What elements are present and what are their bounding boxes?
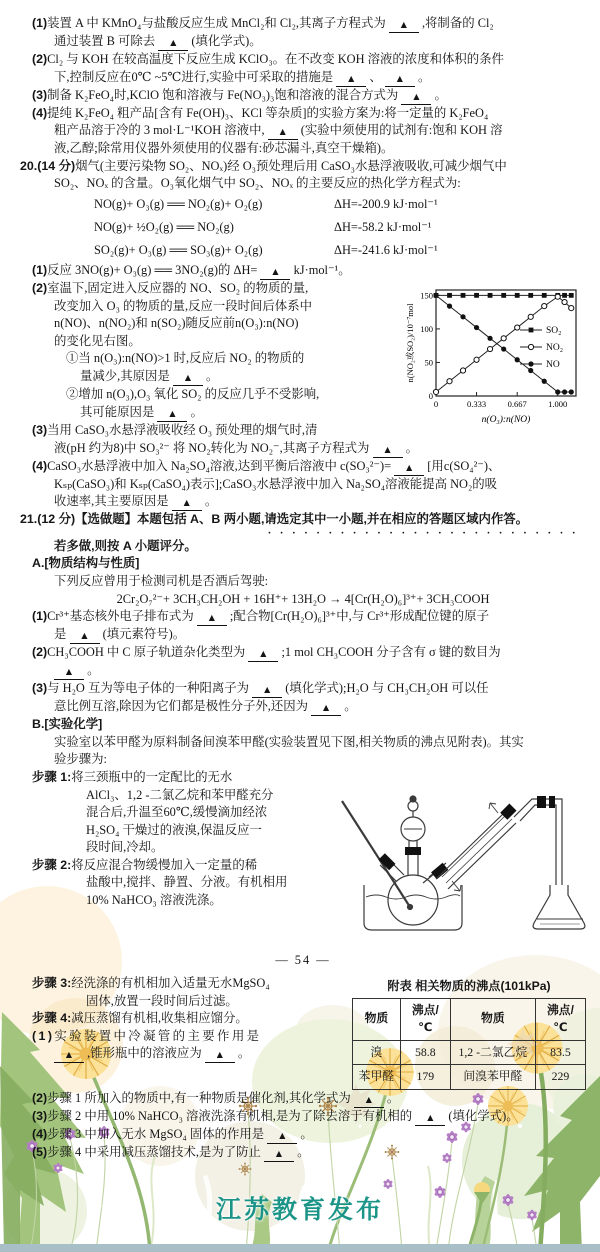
answer-blank: ▲ xyxy=(248,649,278,662)
text-line: 步骤 3:经洗涤的有机相加入适量无水MgSO₄ xyxy=(32,976,270,991)
item-number: (5) xyxy=(32,1145,48,1160)
text-line: 粗产品溶于冷的 3 mol·L⁻¹KOH 溶液中, ▲ (实验中须使用的试剂有:饱和 KOH 溶 xyxy=(54,123,503,139)
table-header: 物质 xyxy=(450,998,535,1040)
answer-blank: ▲ xyxy=(260,267,290,280)
text-line: (2)步骤 1 所加入的物质中,有一种物质是催化剂,其化学式为 ▲ 。 xyxy=(32,1091,400,1107)
answer-blank: ▲ xyxy=(54,1050,84,1063)
question20-item1 xyxy=(20,262,586,280)
emphasis-dots: ·························· xyxy=(267,526,584,539)
text-line: (3)步骤 2 中用 10% NaHCO₃ 溶液洗涤有机相,是为了除去溶于有机相的 ▲ (填化学式)。 xyxy=(32,1109,519,1125)
answer-blank: ▲ xyxy=(268,127,298,140)
text-line: 固体,放置一段时间后过滤。 xyxy=(86,993,238,1008)
svg-text:0: 0 xyxy=(428,390,433,401)
item-number: (1) xyxy=(32,16,48,30)
item-number: (3) xyxy=(32,1109,48,1124)
svg-text:50: 50 xyxy=(424,357,433,368)
text-line: 量减少,其原因是 ▲ 。 xyxy=(80,368,219,384)
equation: NO(g)+ O₃(g) ══ NO₂(g)+ O₂(g) xyxy=(94,196,263,211)
answer-blank: ▲ xyxy=(267,1131,297,1144)
publisher-watermark: 江苏教育发布 xyxy=(215,1196,385,1224)
answer-blank: ▲ xyxy=(354,1095,384,1108)
answer-blank: ▲ xyxy=(394,463,424,476)
table-cell: 229 xyxy=(535,1065,585,1090)
text-line: (3)当用 CaSO₃水悬浮液吸收经 O₃ 预处理的烟气时,清 xyxy=(32,422,318,437)
text-line: 是 ▲ (填元素符号)。 xyxy=(54,627,186,643)
answer-blank: ▲ xyxy=(54,667,84,680)
text-line: 改变加入 O₃ 的物质的量,反应一段时间后体系中 xyxy=(54,298,312,313)
text-line: (1)实验装置中冷凝管的主要作用是 xyxy=(32,1028,262,1043)
equation: SO₂(g)+ O₃(g) ══ SO₃(g)+ O₂(g) xyxy=(94,242,263,257)
svg-text:SO₂: SO₂ xyxy=(546,326,562,337)
sectionB-steps-text xyxy=(20,769,336,910)
table-row xyxy=(353,1040,586,1065)
item-number: 步骤 4: xyxy=(32,1011,72,1026)
svg-text:0.333: 0.333 xyxy=(466,398,487,409)
text-line: H₂SO₄ 干燥过的液溴,保温反应一 xyxy=(86,822,262,837)
enthalpy-value: ΔH=-241.6 kJ·mol⁻¹ xyxy=(334,242,438,257)
text-line: 盐酸中,搅拌、静置、分液。有机相用 xyxy=(86,875,288,890)
text-line: (4)提纯 K₂FeO₄ 粗产品[含有 Fe(OH)₃、KCl 等杂质]的实验方案为:将一定量的 K₂FeO₄ xyxy=(32,105,489,120)
page-number: — 54 — xyxy=(275,952,331,967)
table-cell: 1,2 -二氯乙烷 xyxy=(450,1040,535,1065)
svg-text:NO₂: NO₂ xyxy=(546,343,564,354)
appendix-table-wrap xyxy=(352,975,586,1090)
item-number: (3) xyxy=(32,681,48,696)
answer-blank: ▲ xyxy=(172,498,202,511)
reaction-chart xyxy=(404,280,586,440)
item-number: 步骤 3: xyxy=(32,976,72,991)
answer-blank: ▲ xyxy=(336,74,366,87)
text-line: A.[物质结构与性质] xyxy=(32,556,140,571)
question20-stem xyxy=(20,158,586,193)
apparatus-wrap xyxy=(336,769,586,947)
item-number: (2) xyxy=(32,645,48,660)
text-line: 步骤 1:将三颈瓶中的一定配比的无水 xyxy=(32,769,233,784)
answer-blank: ▲ xyxy=(264,1149,294,1162)
answer-blank: ▲ xyxy=(401,92,431,105)
text-line: 下,控制反应在0℃ ~5℃进行,实验中可采取的措施是 ▲ 、 ▲ 。 xyxy=(54,69,431,85)
item-number: (1) xyxy=(32,262,48,277)
svg-text:0: 0 xyxy=(433,398,439,409)
thermochemical-equations xyxy=(20,193,586,262)
enthalpy-value: ΔH=-200.9 kJ·mol⁻¹ xyxy=(334,196,438,211)
text-line: (2)CH₃COOH 中 C 原子轨道杂化类型为 ▲ ;1 mol CH₃COOH 分子含有 σ 键的数目为 xyxy=(32,645,501,661)
table-header: 沸点/℃ xyxy=(400,998,450,1040)
item-number: (1) xyxy=(32,1028,55,1043)
question19-items xyxy=(20,15,586,158)
text-line: AlCl₃、1,2 -二氯乙烷和苯甲醛充分 xyxy=(86,787,274,802)
svg-text:1.000: 1.000 xyxy=(548,398,568,409)
item-number: 步骤 2: xyxy=(32,857,72,872)
text-line: B.[实验化学] xyxy=(32,717,103,732)
text-line: 通过装置 B 可除去 ▲ (填化学式)。 xyxy=(54,34,262,49)
item-number: (2) xyxy=(32,280,48,295)
text-line: 段时间,冷却。 xyxy=(86,840,164,855)
table-row xyxy=(353,1065,586,1090)
text-line: (1)Cr³⁺基态核外电子排布式为 ▲ ;配合物[Cr(H₂O)₆]³⁺中,与 Cr³⁺形成配位键的原子 xyxy=(32,609,489,625)
table-cell: 溴 xyxy=(353,1040,401,1065)
answer-blank: ▲ xyxy=(157,409,187,422)
text-line: 的变化见右图。 xyxy=(54,333,141,348)
svg-text:100: 100 xyxy=(420,323,433,334)
answer-blank: ▲ xyxy=(385,74,415,87)
item-number: 步骤 1: xyxy=(32,769,72,784)
text-line: 2Cr₂O₇²⁻+ 3CH₃CH₂OH + 16H⁺+ 13H₂O → 4[Cr(H₂O)₆]³⁺+ 3CH₃COOH xyxy=(116,591,490,606)
item-number: (4) xyxy=(32,1127,48,1142)
text-line: ②增加 n(O₃),O₃ 氧化 SO₂ 的反应几乎不受影响, xyxy=(66,386,320,401)
svg-text:0.667: 0.667 xyxy=(507,398,527,409)
text-line: 20.(14 分)烟气(主要污染物 SO₂、NOₓ)经 O₃预处理后用 CaSO₃水悬浮液吸收,可减少烟气中 xyxy=(20,158,507,173)
text-line: (5)步骤 4 中采用减压蒸馏技术,是为了防止 ▲ 。 xyxy=(32,1145,310,1161)
boiling-point-table xyxy=(352,998,586,1090)
answer-blank: ▲ xyxy=(70,631,100,644)
text-line: 10% NaHCO₃ 溶液洗涤。 xyxy=(86,893,222,908)
table-cell: 179 xyxy=(400,1065,450,1090)
text-line: (4)CaSO₃水悬浮液中加入 Na₂SO₄溶液,达到平衡后溶液中 c(SO₃²⁻)= ▲ [用c(SO₄²⁻)、 xyxy=(32,458,501,474)
equation-row xyxy=(20,239,586,262)
text-line: Kₛₚ(CaSO₃)和 Kₛₚ(CaSO₄)表示];CaSO₃水悬浮液中加入 Na₂SO₄溶液能提高 NO₂的吸 xyxy=(54,476,498,491)
sectionB-steps34-row xyxy=(20,975,586,1090)
answer-blank: ▲ xyxy=(173,373,203,386)
text-line: 收速率,其主要原因是 ▲ 。 xyxy=(54,494,218,510)
text-line: ①当 n(O₃):n(NO)>1 时,反应后 NO₂ 的物质的 xyxy=(66,351,305,366)
text-line: 步骤 4:减压蒸馏有机相,收集相应馏分。 xyxy=(32,1011,248,1026)
text-line: (4)步骤 3 中加入无水 MgSO₄ 固体的作用是 ▲ 。 xyxy=(32,1127,313,1143)
text-line: ▲ ,锥形瓶中的溶液应为 ▲ 。 xyxy=(20,1045,352,1063)
answer-blank: ▲ xyxy=(311,703,341,716)
text-line: 液(pH 约为8)中 SO₃²⁻ 将 NO₂转化为 NO₂⁻,其离子方程式为 ▲ 。 xyxy=(54,440,419,456)
item-number: (3) xyxy=(32,422,48,437)
question21-header xyxy=(20,511,586,769)
item-number: (2) xyxy=(32,52,48,66)
equation-row xyxy=(20,216,586,239)
text-line: SO₂、NOₓ 的含量。O₃氧化烟气中 SO₂、NOₓ 的主要反应的热化学方程式为: xyxy=(54,176,461,191)
text-line: (3)制备 K₂FeO₄时,KClO 饱和溶液与 Fe(NO₃)₃饱和溶液的混合方式为 ▲ 。 xyxy=(32,87,447,103)
enthalpy-value: ΔH=-58.2 kJ·mol⁻¹ xyxy=(334,219,432,234)
item-number: 20.(14 分) xyxy=(20,158,76,173)
text-line: (2)Cl₂ 与 KOH 在较高温度下反应生成 KClO₃。在不改变 KOH 溶液的浓度和体积的条件 xyxy=(32,52,504,66)
apparatus-diagram xyxy=(336,773,586,941)
chart-svg xyxy=(404,282,586,434)
answer-blank: ▲ xyxy=(205,1050,235,1063)
appendix-table-title: 附表 相关物质的沸点(101kPa) xyxy=(387,979,551,994)
table-cell: 83.5 xyxy=(535,1040,585,1065)
boiling-point-table-grid xyxy=(352,998,586,1090)
text-line: ▲ 。 xyxy=(20,662,586,680)
answer-blank: ▲ xyxy=(373,445,403,458)
table-cell: 苯甲醛 xyxy=(353,1065,401,1090)
equation: NO(g)+ ½O₂(g) ══ NO₂(g) xyxy=(94,219,234,234)
text-line: 意比例互溶,除因为它们都是极性分子外,还因为 ▲ 。 xyxy=(54,699,357,715)
sectionB-steps-row xyxy=(20,769,586,947)
item-number: (2) xyxy=(32,1091,48,1106)
sectionB-items xyxy=(20,1090,586,1162)
table-header: 物质 xyxy=(353,998,401,1040)
text-line: 液,乙醇;除常用仪器外须使用的仪器有:砂芯漏斗,真空干燥箱)。 xyxy=(54,141,394,156)
item-number: (4) xyxy=(32,458,48,473)
answer-blank: ▲ xyxy=(252,685,282,698)
table-header: 沸点/℃ xyxy=(535,998,585,1040)
text-line: 若多做,则按 A 小题评分。 xyxy=(54,538,197,553)
item-number: (3) xyxy=(32,87,48,102)
answer-blank: ▲ xyxy=(158,38,188,51)
text-line: (3)与 H₂O 互为等电子体的一种阳离子为 ▲ (填化学式);H₂O 与 CH₃CH₂OH 可以任 xyxy=(32,681,489,697)
text-line: n(NO)、n(NO₂)和 n(SO₂)随反应前n(O₃):n(NO) xyxy=(54,316,299,331)
item-number: (4) xyxy=(32,105,48,120)
answer-blank: ▲ xyxy=(389,20,419,33)
answer-blank: ▲ xyxy=(197,613,227,626)
text-line: 下列反应曾用于检测司机是否酒后驾驶: xyxy=(54,573,269,588)
svg-text:n(NO₂或SO₂)/10⁻⁷mol: n(NO₂或SO₂)/10⁻⁷mol xyxy=(405,303,415,383)
table-cell: 间溴苯甲醛 xyxy=(450,1065,535,1090)
question20-item2-row xyxy=(20,280,586,440)
text-line: 验步骤为: xyxy=(54,752,108,767)
question20-item2-text xyxy=(20,280,404,439)
answer-blank: ▲ xyxy=(415,1113,445,1126)
text-line: (2)室温下,固定进入反应器的 NO、SO₂ 的物质的量, xyxy=(32,280,309,295)
text-line: (1)反应 3NO(g)+ O₃(g) ══ 3NO₂(g)的 ΔH= ▲ kJ·mol⁻¹。 xyxy=(32,262,351,278)
text-line: 步骤 2:将反应混合物缓慢加入一定量的稀 xyxy=(32,857,258,872)
svg-text:NO: NO xyxy=(546,360,560,371)
equation-row xyxy=(20,193,586,216)
text-line: 其可能原因是 ▲ 。 xyxy=(80,404,203,420)
text-line: 混合后,升温至60℃,缓慢滴加经浓 xyxy=(86,805,268,820)
text-line: 21.(12 分)【选做题】本题包括 A、B 两小题,请选定其中一小题,并在相应的答题区域内作答。 xyxy=(20,512,529,527)
table-cell: 58.8 xyxy=(400,1040,450,1065)
text-line: (1)装置 A 中 KMnO₄与盐酸反应生成 MnCl₂和 Cl₂,其离子方程式为 ▲ ,将制备的 Cl₂ xyxy=(32,16,494,31)
sectionB-steps34-text xyxy=(20,975,352,1063)
question20-items34 xyxy=(20,440,586,512)
item-number: (1) xyxy=(32,609,48,624)
svg-text:150: 150 xyxy=(420,290,433,301)
text-line: 实验室以苯甲醛为原料制备间溴苯甲醛(实验装置见下图,相关物质的沸点见附表)。其实 xyxy=(54,734,524,749)
svg-text:n(O₃):n(NO): n(O₃):n(NO) xyxy=(481,414,531,425)
